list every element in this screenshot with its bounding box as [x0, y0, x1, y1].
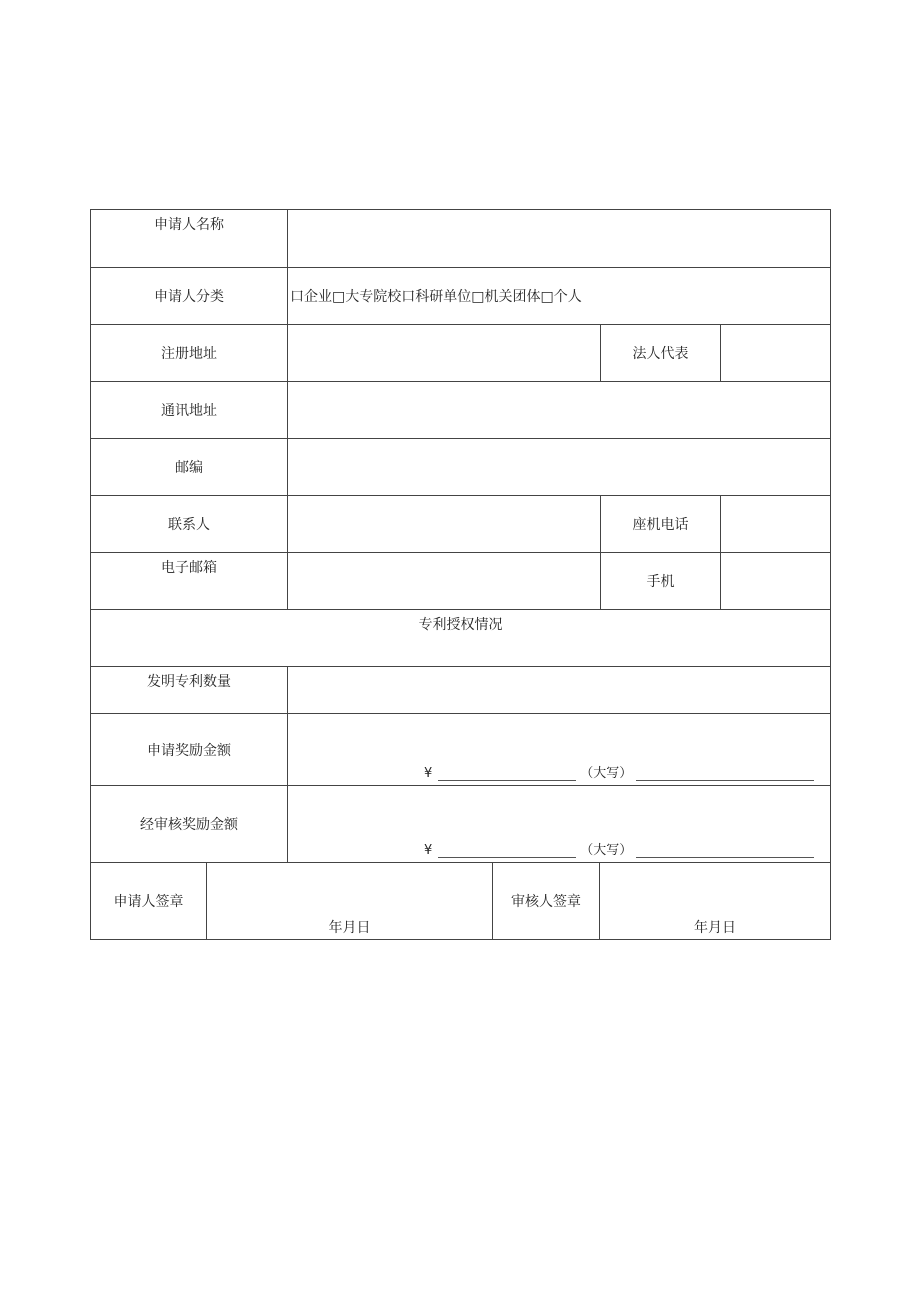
email-label: 电子邮箱	[91, 553, 288, 610]
registered-address-field[interactable]	[288, 325, 601, 382]
currency-symbol: ¥	[424, 766, 433, 781]
application-form-table	[90, 209, 831, 940]
row-applicant-name	[91, 210, 831, 268]
row-postcode	[91, 439, 831, 496]
row-email	[91, 553, 831, 610]
contact-label: 联系人	[91, 496, 288, 553]
invention-count-field[interactable]	[288, 667, 831, 714]
applicant-sign-field[interactable]	[207, 863, 493, 940]
amount-capital-blank[interactable]	[636, 845, 814, 858]
amount-number-blank[interactable]	[438, 845, 576, 858]
option-individual[interactable]: □个人	[540, 289, 582, 305]
applicant-name-field[interactable]	[288, 210, 831, 268]
row-mailing-address	[91, 382, 831, 439]
approved-amount-field[interactable]	[288, 786, 831, 863]
row-requested-amount	[91, 714, 831, 786]
option-government-org[interactable]: □机关团体	[471, 289, 541, 305]
mobile-label: 手机	[601, 553, 721, 610]
capital-label: （大写）	[580, 843, 633, 858]
landline-label: 座机电话	[601, 496, 721, 553]
postcode-label: 邮编	[91, 439, 288, 496]
registered-address-label: 注册地址	[91, 325, 288, 382]
applicant-name-label: 申请人名称	[91, 210, 288, 268]
applicant-sign-label: 申请人签章	[91, 863, 207, 940]
reviewer-sign-label: 审核人签章	[493, 863, 600, 940]
applicant-sign-date: 年月日	[328, 920, 371, 936]
row-patent-section	[91, 610, 831, 667]
reviewer-sign-date: 年月日	[694, 920, 736, 936]
email-field[interactable]	[288, 553, 601, 610]
applicant-type-options	[288, 268, 831, 325]
approved-amount-label: 经审核奖励金额	[91, 786, 288, 863]
amount-number-blank[interactable]	[438, 768, 576, 781]
requested-amount-label: 申请奖励金额	[91, 714, 288, 786]
approved-amount-line	[424, 839, 814, 858]
mobile-field[interactable]	[721, 553, 831, 610]
mailing-address-field[interactable]	[288, 382, 831, 439]
contact-field[interactable]	[288, 496, 601, 553]
amount-capital-blank[interactable]	[636, 768, 814, 781]
landline-field[interactable]	[721, 496, 831, 553]
capital-label: （大写）	[580, 766, 633, 781]
invention-count-label: 发明专利数量	[91, 667, 288, 714]
option-college[interactable]: □大专院校	[332, 289, 402, 305]
requested-amount-line	[424, 762, 814, 781]
legal-rep-field[interactable]	[721, 325, 831, 382]
option-enterprise[interactable]: 口企业	[290, 289, 332, 305]
row-applicant-type	[91, 268, 831, 325]
row-registered-address	[91, 325, 831, 382]
option-research-institute[interactable]: 口科研单位	[401, 289, 472, 305]
row-contact	[91, 496, 831, 553]
row-invention-count	[91, 667, 831, 714]
currency-symbol: ¥	[424, 843, 433, 858]
legal-rep-label: 法人代表	[601, 325, 721, 382]
row-signatures	[91, 863, 831, 940]
mailing-address-label: 通讯地址	[91, 382, 288, 439]
patent-section-title: 专利授权情况	[91, 610, 831, 667]
requested-amount-field[interactable]	[288, 714, 831, 786]
postcode-field[interactable]	[288, 439, 831, 496]
applicant-type-label: 申请人分类	[91, 268, 288, 325]
reviewer-sign-field[interactable]	[600, 863, 831, 940]
row-approved-amount	[91, 786, 831, 863]
